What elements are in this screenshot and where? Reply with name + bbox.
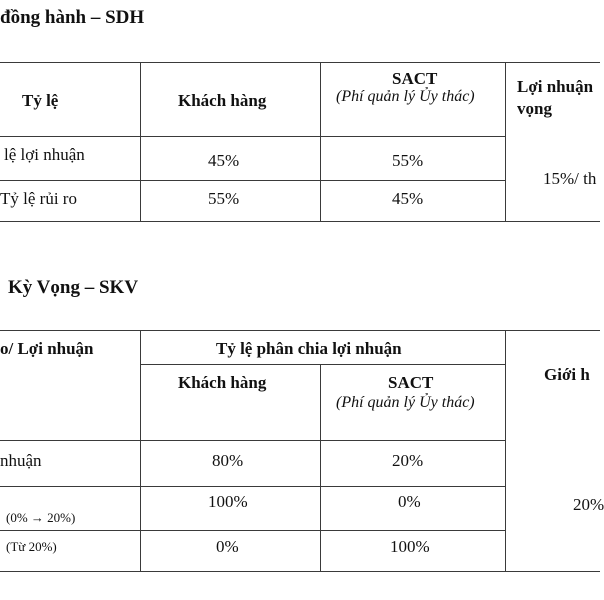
section2-title: Kỳ Vọng – SKV: [8, 277, 139, 298]
table1-row1-customer: 45%: [208, 151, 240, 170]
table2-row1-sact: 20%: [392, 451, 424, 470]
table1-header-sact: SACT: [392, 69, 438, 88]
table2-header-profit-split: Tỷ lệ phân chia lợi nhuận: [216, 339, 402, 358]
table2-row3-note: (Từ 20%): [6, 539, 57, 554]
table1-header-bottom-border: [0, 136, 505, 137]
table1-header-profit-line2: vọng: [517, 99, 552, 118]
table2-row2-note: (0% → 20%): [6, 510, 76, 525]
table2-row1-customer: 80%: [212, 451, 244, 470]
table2-row-divider-1: [0, 486, 505, 487]
table2-merged-value: 20%: [573, 495, 604, 514]
table1-header-sact-sub: (Phí quản lý Ủy thác): [336, 88, 475, 105]
table1-top-border: [0, 62, 600, 63]
table2-header-limit: Giới h: [544, 365, 590, 384]
table2-row2-sact: 0%: [398, 492, 421, 511]
section1-title: đồng hành – SDH: [0, 7, 145, 28]
table2-row2-customer: 100%: [208, 492, 248, 511]
table1-col-divider-3: [505, 62, 506, 222]
table2-row3-sact: 100%: [390, 537, 430, 556]
table1-header-profit: Lợi nhuận: [517, 77, 594, 96]
table1-merged-value: 15%/ th: [543, 169, 597, 188]
table2-group-header-border: [140, 364, 505, 365]
table2-top-border: [0, 330, 600, 331]
table2-header-bottom-border: [0, 440, 505, 441]
table2-header-ratio-profit: o/ Lợi nhuận: [0, 339, 94, 358]
table1-row-divider: [0, 180, 505, 181]
table2-header-customer: Khách hàng: [178, 373, 267, 392]
table2-col-divider-3: [505, 330, 506, 572]
table1-row2-customer: 55%: [208, 189, 240, 208]
table2-bottom-border: [0, 571, 600, 572]
table2-header-sact-sub: (Phí quản lý Ủy thác): [336, 394, 475, 411]
table2-row3-customer: 0%: [216, 537, 239, 556]
table1-row2-label: Tỷ lệ rủi ro: [0, 189, 77, 208]
table1-col-divider-2: [320, 62, 321, 222]
table1-row2-sact: 45%: [392, 189, 424, 208]
table2-col-divider-2: [320, 364, 321, 572]
table1-bottom-border: [0, 221, 600, 222]
table1-row1-sact: 55%: [392, 151, 424, 170]
table2-row-divider-2: [0, 530, 505, 531]
table2-row1-label: nhuận: [0, 451, 42, 470]
table1-col-divider-1: [140, 62, 141, 222]
table1-header-ratio: Tỷ lệ: [22, 91, 59, 110]
table2-col-divider-1: [140, 330, 141, 572]
table1-row1-label: lệ lợi nhuận: [4, 145, 85, 164]
table1-header-customer: Khách hàng: [178, 91, 267, 110]
table2-header-sact: SACT: [388, 373, 434, 392]
